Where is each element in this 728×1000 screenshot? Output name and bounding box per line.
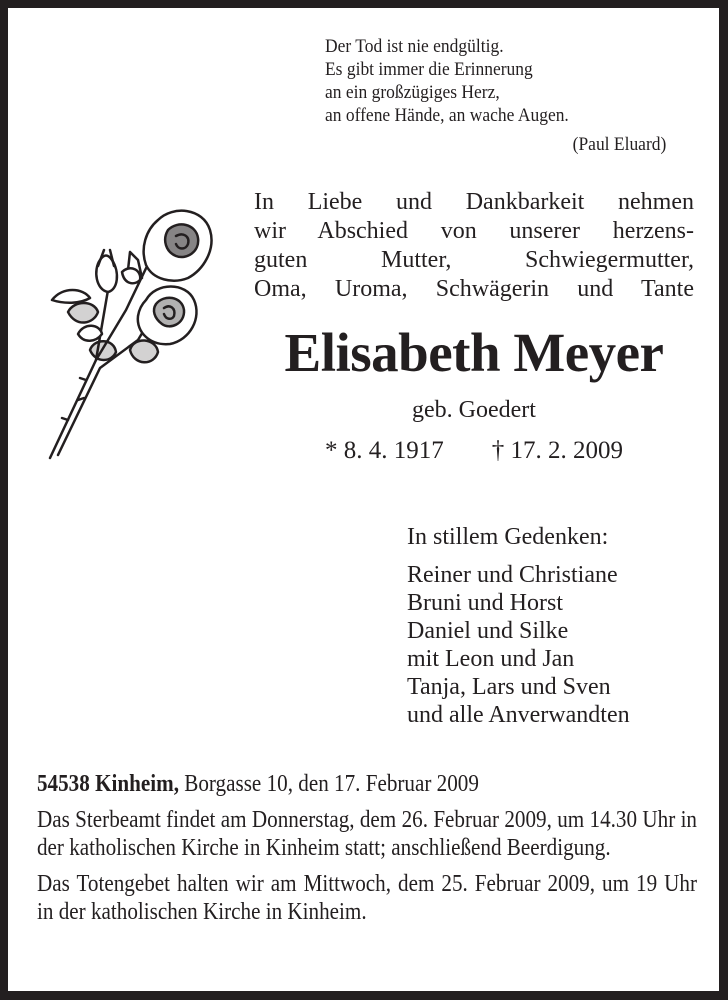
- address-street-date: Borgasse 10, den 17. Februar 2009: [178, 771, 479, 797]
- quote-author: (Paul Eluard): [572, 134, 667, 155]
- birth-name: geb. Goedert: [412, 397, 536, 423]
- mourner-line: Bruni und Horst: [407, 590, 563, 616]
- mourner-line: Tanja, Lars und Sven: [407, 674, 611, 700]
- intro-line: In Liebe und Dankbarkeit nehmen: [254, 189, 694, 215]
- funeral-notice: Das Sterbeamt findet am Donnerstag, dem 26. Februar 2009, um 14.30 Uhr in der katholischen Kirche in Kinheim statt; anschließend Beerdigung.: [37, 807, 697, 861]
- life-dates: [254, 435, 694, 467]
- rose-bouquet-icon: [38, 200, 218, 470]
- footer-info: [37, 770, 697, 934]
- quote-line: an ein großzügiges Herz,: [325, 82, 500, 103]
- birth-date: * 8. 4. 1917: [325, 437, 444, 464]
- prayer-notice: Das Totengebet halten wir am Mittwoch, dem 25. Februar 2009, um 19 Uhr in der katholischen Kirche in Kinheim.: [37, 871, 697, 925]
- poem-quote: [325, 35, 670, 156]
- address-line: [37, 770, 697, 798]
- mourner-line: und alle Anverwandten: [407, 702, 630, 728]
- mourner-line: Reiner und Christiane: [407, 562, 618, 588]
- obituary-notice: [8, 8, 719, 991]
- intro-line: Oma, Uroma, Schwägerin und Tante: [254, 276, 694, 302]
- mourner-line: Daniel und Silke: [407, 618, 569, 644]
- address-city: 54538 Kinheim,: [37, 771, 179, 797]
- mourner-line: mit Leon und Jan: [407, 646, 575, 672]
- death-date: † 17. 2. 2009: [491, 437, 623, 464]
- intro-line: wir Abschied von unserer herzens-: [254, 218, 694, 244]
- intro-text: [254, 188, 694, 304]
- intro-line: guten Mutter, Schwiegermutter,: [254, 247, 694, 273]
- mourners-heading: In stillem Gedenken:: [407, 524, 609, 550]
- quote-line: Der Tod ist nie endgültig.: [325, 36, 504, 57]
- deceased-name: Elisabeth Meyer: [284, 322, 664, 383]
- quote-line: an offene Hände, an wache Augen.: [325, 105, 569, 126]
- mourners-list: [407, 523, 707, 729]
- quote-line: Es gibt immer die Erinnerung: [325, 59, 533, 80]
